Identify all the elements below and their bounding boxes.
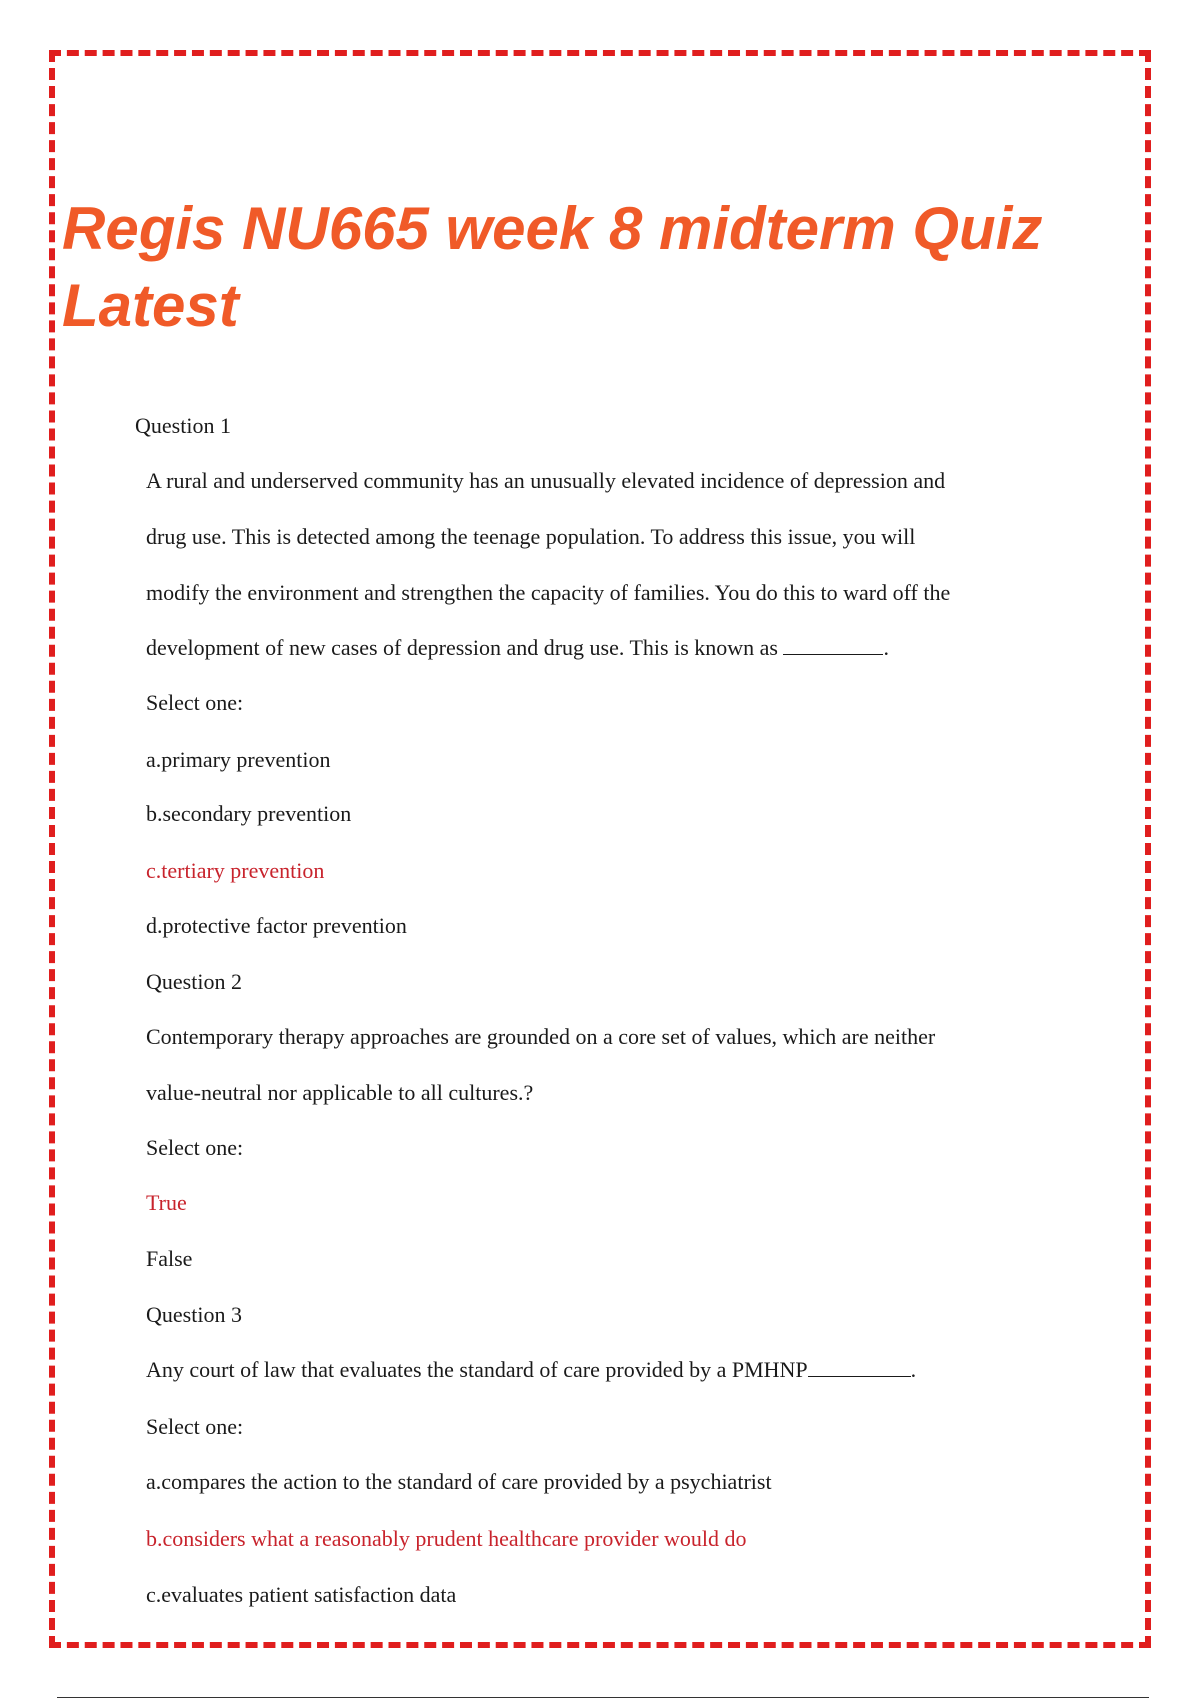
question-3-option-b-correct[interactable]: b.considers what a reasonably prudent healthcare provider would do <box>146 1526 747 1551</box>
question-3-stem-text: Any court of law that evaluates the standard of care provided by a PMHNP <box>146 1357 808 1382</box>
question-2-option-true-correct[interactable]: True <box>146 1190 187 1215</box>
question-1-stem-line-4 <box>146 634 889 662</box>
question-1-option-b[interactable]: b.secondary prevention <box>146 801 352 826</box>
question-3-label: Question 3 <box>146 1302 242 1327</box>
question-2-select-label: Select one: <box>146 1135 244 1160</box>
question-2-option-false[interactable]: False <box>146 1246 193 1271</box>
question-3-option-c[interactable]: c.evaluates patient satisfaction data <box>146 1582 457 1607</box>
question-1-stem-line-3: modify the environment and strengthen the capacity of families. You do this to ward off the <box>146 580 951 605</box>
question-1-stem-end: . <box>883 635 889 660</box>
question-1-select-label: Select one: <box>146 690 244 715</box>
question-3-option-a[interactable]: a.compares the action to the standard of care provided by a psychiatrist <box>146 1469 772 1494</box>
answer-blank <box>808 1356 911 1377</box>
question-1-option-a[interactable]: a.primary prevention <box>146 747 331 772</box>
question-1-stem-line-1: A rural and underserved community has an unusually elevated incidence of depression and <box>146 468 946 493</box>
question-1-option-d[interactable]: d.protective factor prevention <box>146 913 407 938</box>
answer-blank <box>783 634 883 655</box>
question-1-stem-line-2: drug use. This is detected among the teenage population. To address this issue, you will <box>146 524 916 549</box>
footer-rule <box>57 1697 1149 1698</box>
question-2-stem-line-2: value-neutral nor applicable to all cultures.? <box>146 1080 534 1105</box>
question-1-stem-text: development of new cases of depression and drug use. This is known as <box>146 635 784 660</box>
question-2-label: Question 2 <box>146 969 242 994</box>
question-2-stem-line-1: Contemporary therapy approaches are grounded on a core set of values, which are neither <box>146 1024 936 1049</box>
question-3-stem-end: . <box>910 1357 917 1382</box>
question-1-option-c-correct[interactable]: c.tertiary prevention <box>146 858 325 883</box>
question-3-select-label: Select one: <box>146 1414 244 1439</box>
question-3-stem-line-1 <box>146 1356 916 1384</box>
document-title: Regis NU665 week 8 midterm Quiz Latest <box>62 195 1043 339</box>
question-1-label: Question 1 <box>135 413 231 438</box>
